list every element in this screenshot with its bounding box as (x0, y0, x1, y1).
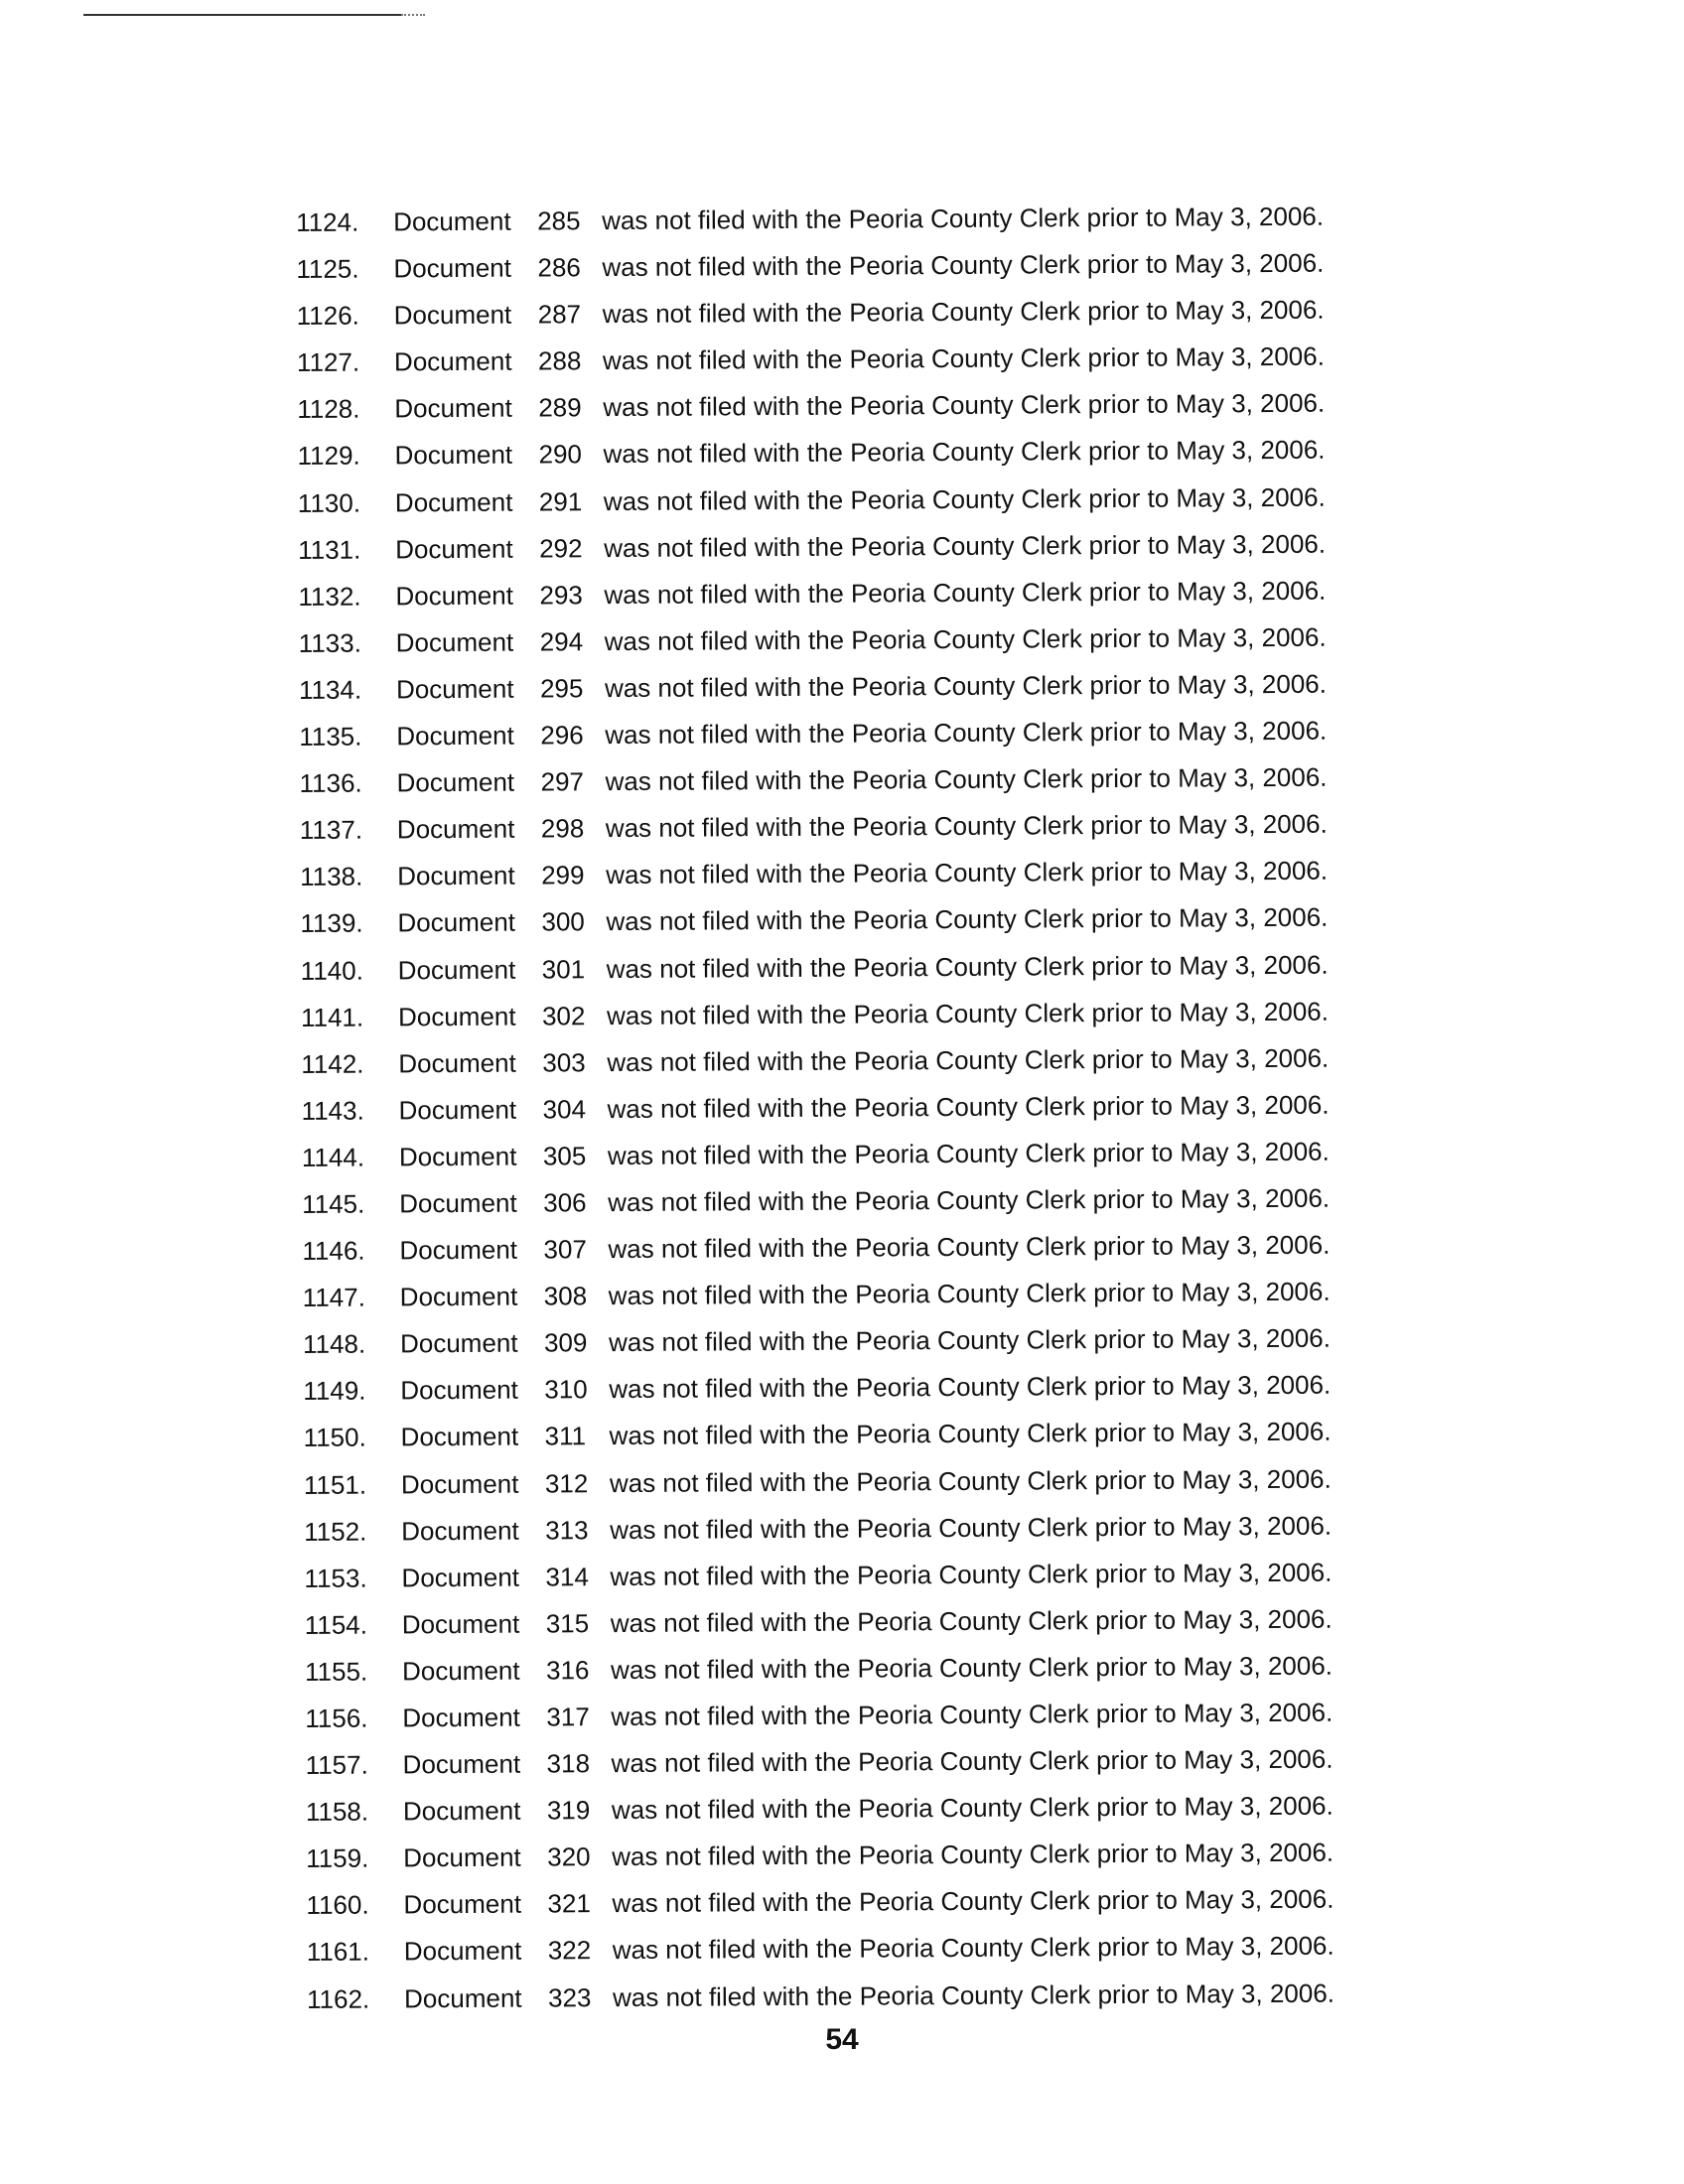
list-item (304, 1549, 1426, 1602)
list-item (299, 614, 1421, 667)
document-number: 302 (541, 1000, 586, 1031)
list-item (300, 847, 1422, 900)
document-number: 319 (546, 1795, 591, 1826)
paragraph-number: 1133. (298, 627, 361, 658)
document-number: 296 (540, 720, 584, 751)
paragraph-number: 1158. (305, 1796, 369, 1828)
paragraph-number: 1137. (299, 814, 363, 846)
list-item (302, 1221, 1424, 1275)
document-number: 323 (547, 1981, 592, 2013)
paragraph-number: 1139. (300, 908, 363, 939)
paragraph-text: was not filed with the Peoria County Clerk prior to May 3, 2006. (608, 1276, 1331, 1311)
document-number: 293 (539, 579, 583, 611)
paragraph-number: 1147. (302, 1282, 365, 1313)
document-label: Document (403, 1842, 521, 1873)
list-item (298, 474, 1420, 527)
document-label: Document (399, 1327, 518, 1359)
list-item (304, 1502, 1426, 1556)
document-label: Document (397, 954, 516, 985)
paragraph-text: was not filed with the Peoria County Clerk prior to May 3, 2006. (604, 575, 1327, 610)
paragraph-number: 1162. (306, 1983, 370, 2014)
document-label: Document (393, 345, 512, 377)
paragraph-text: was not filed with the Peoria County Clerk prior to May 3, 2006. (602, 294, 1325, 330)
document-label: Document (398, 1094, 517, 1126)
list-item (303, 1268, 1425, 1321)
list-item (303, 1409, 1425, 1462)
list-item (299, 660, 1421, 714)
document-label: Document (403, 1936, 522, 1967)
paragraph-text: was not filed with the Peoria County Clerk prior to May 3, 2006. (608, 1182, 1331, 1218)
document-number: 294 (539, 626, 584, 657)
paragraph-number: 1157. (305, 1749, 368, 1781)
document-number: 322 (547, 1935, 592, 1966)
list-item (302, 1128, 1424, 1181)
document-label: Document (397, 907, 516, 938)
document-number: 290 (538, 439, 583, 470)
paragraph-number: 1125. (296, 253, 359, 285)
paragraph-text: was not filed with the Peoria County Clerk prior to May 3, 2006. (610, 1650, 1333, 1685)
paragraph-number: 1143. (301, 1095, 364, 1126)
list-item (297, 427, 1419, 480)
paragraph-number: 1134. (298, 674, 362, 705)
document-number: 320 (547, 1842, 591, 1872)
list-item (301, 1081, 1423, 1135)
paragraph-text: was not filed with the Peoria County Clerk prior to May 3, 2006. (605, 808, 1328, 844)
list-item (296, 239, 1418, 293)
paragraph-number: 1155. (304, 1656, 368, 1687)
document-label: Document (396, 720, 514, 751)
paragraph-text: was not filed with the Peoria County Clerk prior to May 3, 2006. (606, 902, 1329, 937)
document-label: Document (395, 533, 513, 565)
document-number: 311 (544, 1421, 587, 1451)
document-number: 297 (540, 766, 585, 797)
list-item (297, 333, 1419, 386)
document-label: Document (396, 813, 515, 845)
document-label: Document (394, 440, 513, 471)
paragraph-text: was not filed with the Peoria County Clerk prior to May 3, 2006. (602, 201, 1325, 236)
document-number: 308 (543, 1281, 588, 1311)
document-number: 291 (538, 485, 583, 517)
paragraph-number: 1130. (297, 487, 361, 518)
document-label: Document (398, 1047, 516, 1079)
document-number: 316 (545, 1655, 590, 1686)
document-label: Document (393, 299, 512, 331)
document-label: Document (398, 1141, 517, 1172)
paragraph-text: was not filed with the Peoria County Clerk prior to May 3, 2006. (606, 855, 1329, 890)
paragraph-text: was not filed with the Peoria County Clerk prior to May 3, 2006. (611, 1790, 1333, 1826)
document-number: 285 (537, 205, 581, 236)
document-number: 287 (537, 299, 582, 330)
document-label: Document (402, 1702, 520, 1733)
paragraph-number: 1144. (301, 1142, 365, 1172)
paragraph-text: was not filed with the Peoria County Clerk prior to May 3, 2006. (606, 996, 1330, 1030)
paragraph-text: was not filed with the Peoria County Clerk prior to May 3, 2006. (609, 1417, 1332, 1451)
paragraph-text: was not filed with the Peoria County Clerk prior to May 3, 2006. (603, 481, 1326, 516)
paragraph-text: was not filed with the Peoria County Clerk prior to May 3, 2006. (607, 1042, 1330, 1077)
document-label: Document (399, 1187, 517, 1219)
list-item (297, 286, 1419, 340)
paragraph-number: 1154. (304, 1609, 368, 1640)
document-label: Document (395, 673, 514, 705)
document-number: 310 (544, 1374, 588, 1405)
list-item (296, 193, 1418, 246)
document-label: Document (400, 1374, 518, 1406)
paragraph-text: was not filed with the Peoria County Clerk prior to May 3, 2006. (605, 715, 1328, 751)
paragraph-text: was not filed with the Peoria County Clerk prior to May 3, 2006. (610, 1603, 1333, 1638)
paragraph-number: 1146. (302, 1235, 365, 1267)
document-label: Document (403, 1982, 522, 2013)
document-label: Document (401, 1562, 520, 1593)
paragraph-number: 1148. (302, 1328, 366, 1360)
document-number: 299 (541, 860, 585, 890)
paragraph-number: 1151. (303, 1469, 367, 1500)
list-item (305, 1735, 1427, 1789)
top-rule-dots (401, 14, 425, 16)
paragraph-number: 1136. (299, 767, 362, 799)
paragraph-text: was not filed with the Peoria County Clerk prior to May 3, 2006. (604, 528, 1327, 563)
paragraph-number: 1141. (300, 1002, 364, 1032)
document-number: 306 (543, 1187, 587, 1218)
paragraph-number: 1129. (297, 441, 360, 472)
list-item (307, 1970, 1429, 2023)
paragraph-number: 1126. (296, 300, 359, 332)
list-item (300, 893, 1422, 947)
list-item (299, 753, 1421, 807)
paragraph-text: was not filed with the Peoria County Clerk prior to May 3, 2006. (609, 1463, 1332, 1498)
paragraph-number: 1160. (306, 1889, 369, 1921)
document-label: Document (395, 626, 514, 658)
list-item (307, 1923, 1429, 1977)
document-label: Document (395, 580, 514, 612)
list-item (298, 520, 1420, 574)
document-label: Document (394, 486, 513, 517)
paragraph-text: was not filed with the Peoria County Clerk prior to May 3, 2006. (604, 668, 1328, 704)
paragraph-text: was not filed with the Peoria County Clerk prior to May 3, 2006. (608, 1322, 1332, 1358)
list-item (303, 1314, 1425, 1368)
document-label: Document (401, 1608, 520, 1640)
list-item (306, 1875, 1428, 1929)
list-item (305, 1689, 1427, 1742)
paragraph-number: 1159. (306, 1843, 369, 1874)
document-number: 288 (537, 345, 582, 376)
paragraph-number: 1150. (303, 1423, 366, 1453)
list-item (306, 1829, 1428, 1882)
document-number: 315 (545, 1608, 590, 1639)
document-number: 300 (541, 906, 585, 937)
document-number: 314 (545, 1561, 589, 1592)
document-label: Document (402, 1795, 521, 1827)
list-item (301, 941, 1423, 995)
paragraph-text: was not filed with the Peoria County Clerk prior to May 3, 2006. (608, 1229, 1331, 1265)
paragraph-text: was not filed with the Peoria County Clerk prior to May 3, 2006. (607, 1136, 1330, 1170)
paragraph-text: was not filed with the Peoria County Clerk prior to May 3, 2006. (610, 1510, 1333, 1545)
document-label: Document (403, 1889, 522, 1920)
document-number: 289 (538, 392, 582, 423)
document-number: 292 (539, 532, 583, 564)
numbered-paragraph-list (296, 193, 1429, 2023)
document-label: Document (393, 252, 512, 284)
document-label: Document (399, 1234, 518, 1266)
top-rule (83, 14, 401, 16)
paragraph-text: was not filed with the Peoria County Clerk prior to May 3, 2006. (612, 1884, 1334, 1919)
document-label: Document (400, 1422, 519, 1452)
list-item (304, 1455, 1426, 1509)
paragraph-number: 1145. (302, 1188, 365, 1219)
paragraph-text: was not filed with the Peoria County Clerk prior to May 3, 2006. (611, 1743, 1333, 1779)
paragraph-number: 1156. (305, 1703, 368, 1733)
list-item (301, 988, 1423, 1041)
paragraph-number: 1135. (299, 721, 362, 752)
paragraph-number: 1131. (298, 534, 361, 565)
document-label: Document (401, 1655, 520, 1687)
paragraph-text: was not filed with the Peoria County Clerk prior to May 3, 2006. (605, 761, 1328, 797)
paragraph-text: was not filed with the Peoria County Clerk prior to May 3, 2006. (612, 1931, 1334, 1966)
paragraph-text: was not filed with the Peoria County Clerk prior to May 3, 2006. (603, 388, 1326, 423)
list-item (305, 1595, 1427, 1649)
document-label: Document (402, 1748, 521, 1780)
paragraph-text: was not filed with the Peoria County Clerk prior to May 3, 2006. (610, 1557, 1333, 1591)
document-number: 313 (545, 1514, 589, 1546)
document-label: Document (396, 766, 515, 798)
document-label: Document (401, 1515, 519, 1547)
document-number: 312 (544, 1467, 589, 1499)
paragraph-text: was not filed with the Peoria County Clerk prior to May 3, 2006. (603, 435, 1326, 470)
list-item (302, 1174, 1424, 1228)
paragraph-text: was not filed with the Peoria County Clerk prior to May 3, 2006. (602, 341, 1325, 376)
document-label: Document (400, 1468, 519, 1499)
document-number: 307 (543, 1234, 587, 1265)
paragraph-text: was not filed with the Peoria County Clerk prior to May 3, 2006. (604, 621, 1327, 656)
paragraph-text: was not filed with the Peoria County Clerk prior to May 3, 2006. (611, 1697, 1333, 1732)
document-number: 295 (539, 673, 584, 704)
paragraph-number: 1153. (304, 1563, 367, 1593)
paragraph-number: 1132. (298, 581, 361, 612)
document-number: 304 (542, 1094, 587, 1125)
document-label: Document (399, 1281, 518, 1312)
document-number: 317 (546, 1702, 590, 1732)
document-label: Document (394, 393, 512, 424)
document-number: 318 (546, 1748, 591, 1779)
list-item (297, 379, 1419, 433)
list-item (301, 1034, 1423, 1088)
paragraph-number: 1140. (300, 955, 363, 986)
document-number: 298 (540, 813, 585, 844)
list-item (305, 1642, 1427, 1696)
paragraph-number: 1149. (303, 1375, 366, 1407)
document-label: Document (397, 1001, 516, 1031)
list-item (300, 800, 1422, 854)
list-item (306, 1782, 1428, 1836)
paragraph-text: was not filed with the Peoria County Clerk prior to May 3, 2006. (606, 949, 1329, 984)
document-number: 303 (542, 1046, 586, 1078)
paragraph-number: 1127. (296, 346, 360, 378)
paragraph-text: was not filed with the Peoria County Clerk prior to May 3, 2006. (609, 1369, 1332, 1405)
paragraph-number: 1161. (306, 1937, 370, 1968)
document-number: 309 (543, 1327, 588, 1358)
paragraph-number: 1152. (304, 1516, 367, 1547)
paragraph-number: 1124. (296, 206, 359, 237)
list-item (299, 707, 1421, 760)
document-label: Document (397, 860, 515, 891)
paragraph-text: was not filed with the Peoria County Clerk prior to May 3, 2006. (612, 1978, 1335, 2012)
document-label: Document (393, 205, 511, 237)
paragraph-text: was not filed with the Peoria County Clerk prior to May 3, 2006. (602, 247, 1325, 283)
list-item (298, 567, 1420, 620)
paragraph-number: 1138. (300, 861, 363, 892)
paragraph-number: 1142. (301, 1048, 364, 1079)
paragraph-text: was not filed with the Peoria County Clerk prior to May 3, 2006. (612, 1837, 1334, 1872)
paragraph-text: was not filed with the Peoria County Clerk prior to May 3, 2006. (607, 1089, 1330, 1124)
document-number: 321 (547, 1888, 591, 1919)
document-number: 286 (537, 252, 581, 283)
paragraph-number: 1128. (297, 393, 360, 425)
page-number: 54 (825, 2023, 859, 2056)
list-item (303, 1361, 1425, 1415)
document-number: 301 (541, 953, 586, 985)
document-number: 305 (542, 1141, 587, 1171)
